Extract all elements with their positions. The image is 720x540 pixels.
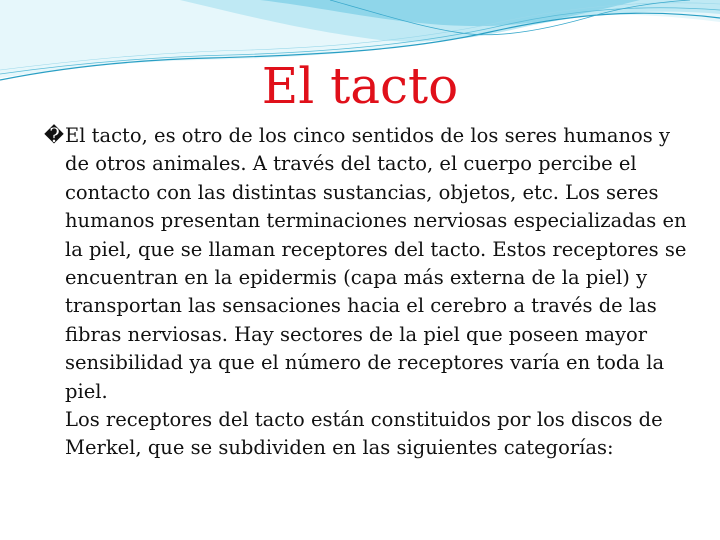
slide-title: El tacto xyxy=(261,57,459,115)
bullet-glyph: � xyxy=(44,124,64,147)
paragraph-2: Los receptores del tacto están constituidos por los discos de Merkel, que se subdividen en las siguientes categorías: xyxy=(65,408,663,460)
paragraph-1 xyxy=(44,122,694,406)
slide-body xyxy=(44,122,694,463)
paragraph-1-text: El tacto, es otro de los cinco sentidos de los seres humanos y de otros animales. A través del tacto, el cuerpo percibe el contacto con las distintas sustancias, objetos, etc. Los seres humanos presentan terminaciones nerviosas especializadas en la piel, que se llaman receptores del tacto. Estos receptores se encuentran en la epidermis (capa más externa de la piel) y transportan las sensaciones hacia el cerebro a través de las fibras nerviosas. Hay sectores de la piel que poseen mayor sensibilidad ya que el número de receptores varía en toda la piel. xyxy=(65,124,687,403)
